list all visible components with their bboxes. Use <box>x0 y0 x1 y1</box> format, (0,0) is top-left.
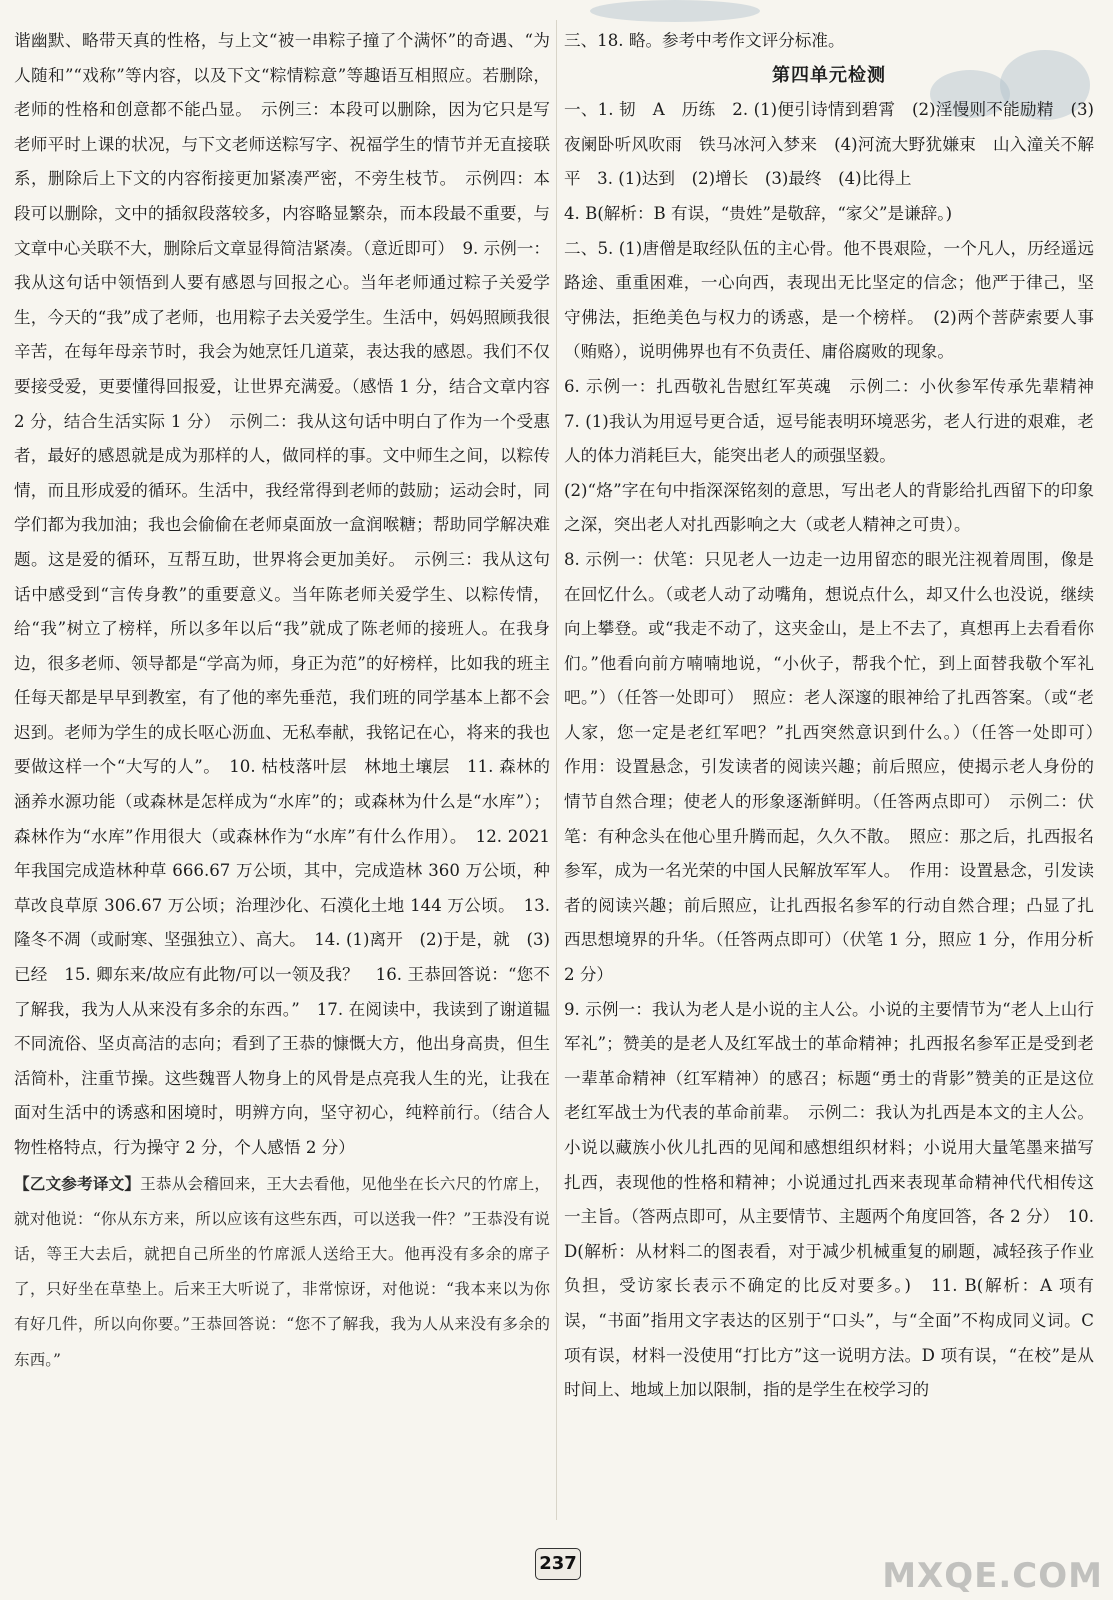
decorative-cloud <box>590 0 760 22</box>
unit-title: 第四单元检测 <box>772 64 886 86</box>
translation-text: 王恭从会稽回来，王大去看他，见他坐在长六尺的竹席上，就对他说：“你从东方来，所以应该有这些东西，可以送我一件？”王恭没有说话，等王大去后，就把自己所坐的竹席派人送给王大。他再没有多余的席子了，只好坐在草垫上。后来王大听说了，非常惊讶，对他说：“我本来以为你有好几件，所以向你要。”王恭回答说：“您不了解我，我为人从来没有多余的东西。” <box>14 1174 550 1369</box>
left-column <box>14 24 550 1378</box>
answer-block-6-7: 6. 示例一：扎西敬礼告慰红军英魂 示例二：小伙参军传承先辈精神 7. (1)我认为用逗号更合适，逗号能表明环境恶劣，老人行进的艰难，老人的体力消耗巨大，能突出老人的顽强坚毅。 <box>564 376 1111 466</box>
right-column <box>564 24 1111 1408</box>
column-divider <box>556 20 557 1520</box>
answer-block-5: 二、5. (1)唐僧是取经队伍的主心骨。他不畏艰险，一个凡人，历经遥远路途、重重困难，一心向西，表现出无比坚定的信念；他严于律己，坚守佛法，拒绝美色与权力的诱惑，是一个榜样。 (2)两个菩萨索要人事（贿赂），说明佛界也有不负责任、庸俗腐败的现象。 <box>564 238 1094 362</box>
answer-block-9-11: 9. 示例一：我认为老人是小说的主人公。小说的主要情节为“老人上山行军礼”；赞美的是老人及红军战士的革命精神；扎西报名参军正是受到老一辈革命精神（红军精神）的感召；标题“勇士的背影”赞美的正是这位老红军战士为代表的革命前辈。 示例二：我认为扎西是本文的主人公。小说以藏族小伙儿扎西的见闻和感想组织材料；小说用大量笔墨来描写扎西，表现他的性格和精神；小说通过扎西来表现革命精神代代相传这一主旨。（答两点即可，从主要情节、主题两个角度回答，各 2 分） 10. D(解析：从材料二的图表看，对于减少机械重复的刷题，减轻孩子作业负担，受访家长表示不确定的比反对要多。) 11. B(解析：A 项有误，“书面”指用文字表达的区别于“口头”，与“全面”不构成同义词。C 项有误，材料一没使用“打比方”这一说明方法。D 项有误，“在校”是从时间上、地域上加以限制，指的是学生在校学习的 <box>564 999 1094 1400</box>
page-number: 237 <box>535 1548 581 1580</box>
answer-block-4: 4. B(解析：B 有误，“贵姓”是敬辞，“家父”是谦辞。) <box>564 203 953 223</box>
translation-block <box>14 1166 550 1378</box>
answer-line-18: 三、18. 略。参考中考作文评分标准。 <box>564 31 845 50</box>
answer-text-block: 谐幽默、略带天真的性格，与上文“被一串粽子撞了个满怀”的奇遇、“为人随和”“戏称”等内容，以及下文“粽情粽意”等趣语互相照应。若删除，老师的性格和创意都不能凸显。 示例三：本段可以删除，因为它只是写老师平时上课的状况，与下文老师送粽写字、祝福学生的情节并无直接联系，删除后上下文的内容衔接更加紧凑严密，不旁生枝节。 示例四：本段可以删除，文中的插叙段落较多，内容略显繁杂，而本段最不重要，与文章中心关联不大，删除后文章显得简洁紧凑。（意近即可） 9. 示例一：我从这句话中领悟到人要有感恩与回报之心。当年老师通过粽子关爱学生，今天的“我”成了老师，也用粽子去关爱学生。生活中，妈妈照顾我很辛苦，在每年母亲节时，我会为她烹饪几道菜，表达我的感恩。我们不仅要接受爱，更要懂得回报爱，让世界充满爱。（感悟 1 分，结合文章内容 2 分，结合生活实际 1 分） 示例二：我从这句话中明白了作为一个受惠者，最好的感恩就是成为那样的人，做同样的事。文中师生之间，以粽传情，而且形成爱的循环。生活中，我经常得到老师的鼓励；运动会时，同学们都为我加油；我也会偷偷在老师桌面放一盒润喉糖；帮助同学解决难题。这是爱的循环，互帮互助，世界将会更加美好。 示例三：我从这句话中感受到“言传身教”的重要意义。当年陈老师关爱学生、以粽传情，给“我”树立了榜样，所以多年以后“我”就成了陈老师的接班人。在我身边，很多老师、领导都是“学高为师，身正为范”的好榜样，比如我的班主任每天都是早早到教室，有了他的率先垂范，我们班的同学基本上都不会迟到。老师为学生的成长呕心沥血、无私奉献，我铭记在心，将来的我也要做这样一个“大写的人”。 10. 枯枝落叶层 林地土壤层 11. 森林的涵养水源功能（或森林是怎样成为“水库”的；或森林为什么是“水库”）；森林作为“水库”作用很大（或森林作为“水库”有什么作用）。 12. 2021 年我国完成造林种草 666.67 万公顷，其中，完成造林 360 万公顷，种草改良草原 306.67 万公顷；治理沙化、石漠化土地 144 万公顷。 13. 隆冬不凋（或耐寒、坚强独立）、高大。 14. (1)离开 (2)于是，就 (3)已经 15. 卿东来/故应有此物/可以一领及我？ 16. 王恭回答说：“您不了解我，我为人从来没有多余的东西。” 17. 在阅读中，我读到了谢道韫不同流俗、坚贞高洁的志向；看到了王恭的慷慨大方，他出身高贵，但生活简朴，注重节操。这些魏晋人物身上的风骨是点亮我人生的光，让我在面对生活中的诱惑和困境时，明辨方向，坚守初心，纯粹前行。（结合人物性格特点，行为操守 2 分，个人感悟 2 分） <box>14 31 550 1157</box>
answer-block-1-3: 一、1. 韧 A 历练 2. (1)便引诗情到碧霄 (2)淫慢则不能励精 (3)夜阑卧听风吹雨 铁马冰河入梦来 (4)河流大野犹嫌束 山入潼关不解平 3. (1)达到 (2)增长 (3)最终 (4)比得上 <box>564 100 1094 189</box>
answer-block-7-2: (2)“烙”字在句中指深深铭刻的意思，写出老人的背影给扎西留下的印象之深，突出老人对扎西影响之大（或老人精神之可贵）。 <box>564 480 1094 535</box>
answer-block-8: 8. 示例一：伏笔：只见老人一边走一边用留恋的眼光注视着周围，像是在回忆什么。（或老人动了动嘴角，想说点什么，却又什么也没说，继续向上攀登。或“我走不动了，这夹金山，是上不去了，真想再上去看看你们。”他看向前方喃喃地说，“小伙子，帮我个忙，到上面替我敬个军礼吧。”）（任答一处即可） 照应：老人深邃的眼神给了扎西答案。（或“老人家，您一定是老红军吧？”扎西突然意识到什么。）（任答一处即可） 作用：设置悬念，引发读者的阅读兴趣；前后照应，使揭示老人身份的情节自然合理；使老人的形象逐渐鲜明。（任答两点即可） 示例二：伏笔：有种念头在他心里升腾而起，久久不散。 照应：那之后，扎西报名参军，成为一名光荣的中国人民解放军军人。 作用：设置悬念，引发读者的阅读兴趣；前后照应，让扎西报名参军的行动自然合理；凸显了扎西思想境界的升华。（任答两点即可）（伏笔 1 分，照应 1 分，作用分析 2 分） <box>564 549 1111 985</box>
translation-tag: 【乙文参考译文】 <box>14 1173 141 1193</box>
watermark-logo: MXQE.COM <box>882 1556 1103 1596</box>
